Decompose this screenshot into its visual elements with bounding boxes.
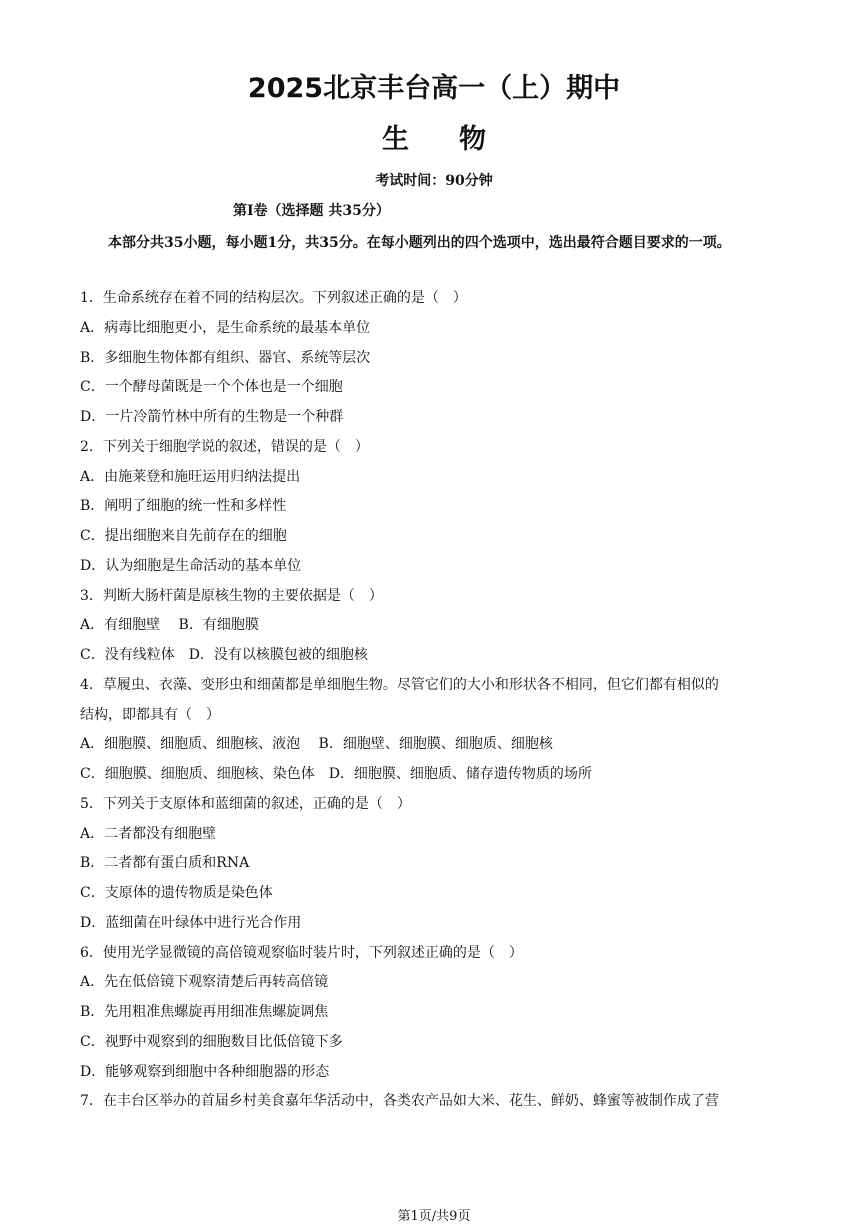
question-stem: 4．草履虫、衣藻、变形虫和细菌都是单细胞生物。尽管它们的大小和形状各不相同，但它们都有相似的 — [80, 676, 719, 693]
text-line: A．先在低倍镜下观察清楚后再转高倍镜 — [80, 974, 329, 991]
text-line: D．能够观察到细胞中各种细胞器的形态 — [80, 1063, 330, 1080]
text-line: B．阐明了细胞的统一性和多样性 — [80, 498, 287, 515]
document-title: 2025北京丰台高一（上）期中 — [247, 73, 621, 104]
text-line: C．提出细胞来自先前存在的细胞 — [80, 528, 287, 544]
text-line: C．细胞膜、细胞质、细胞核、染色体 D．细胞膜、细胞质、储存遗传物质的场所 — [80, 766, 592, 782]
text-line: B．先用粗准焦螺旋再用细准焦螺旋调焦 — [80, 1004, 329, 1020]
text-line: D．蓝细菌在叶绿体中进行光合作用 — [80, 914, 302, 931]
text-line: C．支原体的遗传物质是染色体 — [80, 885, 273, 901]
text-line: A．有细胞壁 B．有细胞膜 — [80, 617, 259, 634]
question-list — [80, 284, 800, 1117]
question-stem: 2．下列关于细胞学说的叙述，错误的是（ ） — [80, 438, 369, 455]
text-line: D．一片冷箭竹林中所有的生物是一个种群 — [80, 409, 344, 425]
question-stem: 3．判断大肠杆菌是原核生物的主要依据是（ ） — [80, 587, 383, 604]
instructions: 本部分共35小题，每小题1分，共35分。在每小题列出的四个选项中，选出最符合题目要求的一项。 — [108, 235, 731, 251]
text-line: D．认为细胞是生命活动的基本单位 — [80, 557, 302, 574]
text-line: 结构，即都具有（ ） — [80, 706, 220, 723]
section-heading: 第Ⅰ卷（选择题 共35分） — [233, 203, 390, 219]
text-line: A．二者都没有细胞壁 — [80, 825, 217, 842]
text-line: C．视野中观察到的细胞数目比低倍镜下多 — [80, 1033, 343, 1050]
exam-time: 考试时间：90分钟 — [375, 173, 493, 189]
question-stem: 5．下列关于支原体和蓝细菌的叙述，正确的是（ ） — [80, 795, 411, 812]
text-line: A．病毒比细胞更小，是生命系统的最基本单位 — [80, 319, 371, 336]
text-line: B．多细胞生物体都有组织、器官、系统等层次 — [80, 349, 371, 366]
question-stem: 1．生命系统存在着不同的结构层次。下列叙述正确的是（ ） — [80, 290, 467, 306]
text-line: A．细胞膜、细胞质、细胞核、液泡 B．细胞壁、细胞膜、细胞质、细胞核 — [80, 736, 553, 753]
question-stem: 7．在丰台区举办的首届乡村美食嘉年华活动中，各类农产品如大米、花生、鲜奶、蜂蜜等被制作成了营 — [80, 1093, 719, 1110]
question-stem: 6．使用光学显微镜的高倍镜观察临时装片时，下列叙述正确的是（ ） — [80, 944, 523, 961]
text-line: B．二者都有蛋白质和RNA — [80, 855, 250, 872]
text-line: C．没有线粒体 D．没有以核膜包被的细胞核 — [80, 647, 368, 663]
page-footer: 第1页/共9页 — [397, 1209, 471, 1224]
text-line: C．一个酵母菌既是一个个体也是一个细胞 — [80, 379, 343, 396]
subject-title: 生物 — [382, 124, 536, 155]
text-line: A．由施莱登和施旺运用归纳法提出 — [80, 468, 301, 485]
